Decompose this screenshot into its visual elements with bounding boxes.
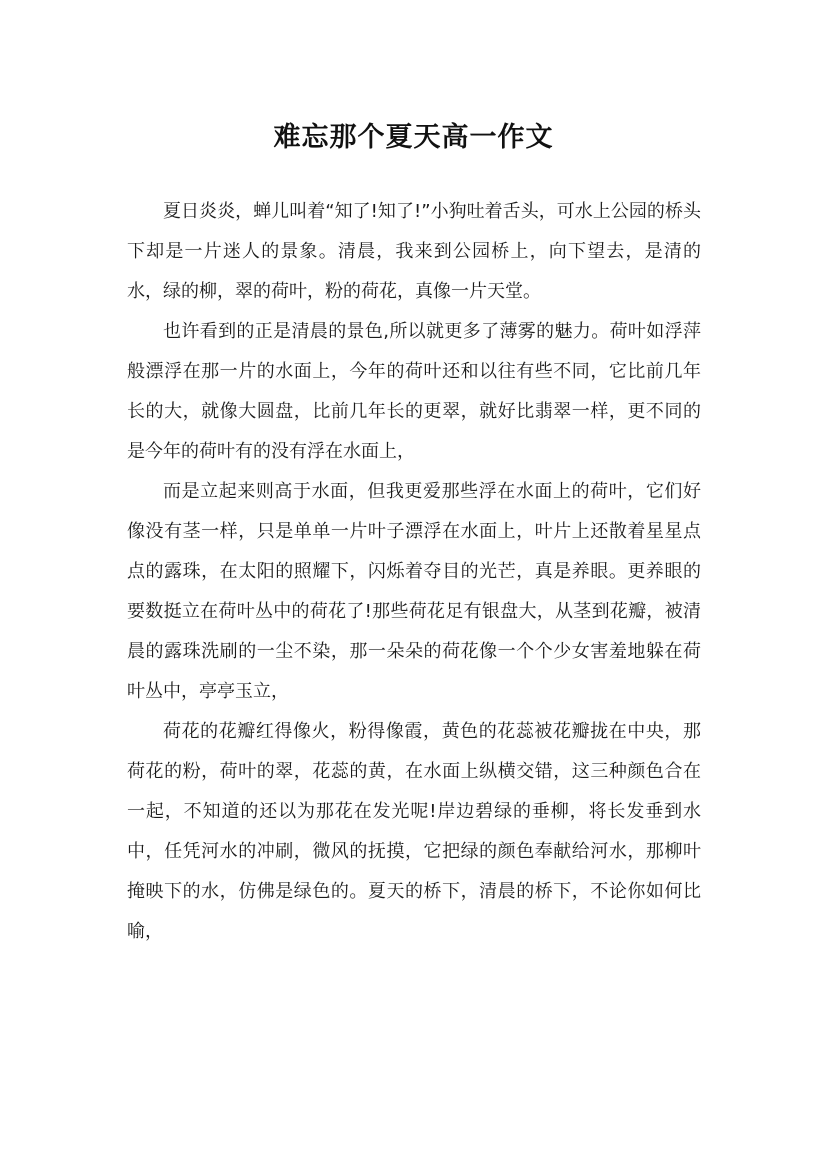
document-title: 难忘那个夏天高一作文 bbox=[273, 122, 554, 154]
paragraph-3: 而是立起来则高于水面，但我更爱那些浮在水面上的荷叶，它们好像没有茎一样，只是单单一片叶子漂浮在水面上，叶片上还散着星星点点的露珠，在太阳的照耀下，闪烁着夺目的光芒，真是养眼。更养眼的要数挺立在荷叶丛中的荷花了!那些荷花足有银盘大，从茎到花瓣，被清晨的露珠洗刷的一尘不染，那一朵朵的荷花像一个个少女害羞地躲在荷叶丛中，亭亭玉立， bbox=[127, 481, 701, 702]
paragraph-2: 也许看到的正是清晨的景色,所以就更多了薄雾的魅力。荷叶如浮萍般漂浮在那一片的水面上，今年的荷叶还和以往有些不同，它比前几年长的大，就像大圆盘，比前几年长的更翠，就好比翡翠一样，更不同的是今年的荷叶有的没有浮在水面上， bbox=[127, 321, 701, 462]
document-body bbox=[127, 192, 701, 952]
paragraph-1: 夏日炎炎，蝉儿叫着“知了!知了!”小狗吐着舌头，可水上公园的桥头下却是一片迷人的景象。清晨，我来到公园桥上，向下望去，是清的水，绿的柳，翠的荷叶，粉的荷花，真像一片天堂。 bbox=[127, 201, 701, 302]
paragraph-4: 荷花的花瓣红得像火，粉得像霞，黄色的花蕊被花瓣拢在中央，那荷花的粉，荷叶的翠，花蕊的黄，在水面上纵横交错，这三种颜色合在一起，不知道的还以为那花在发光呢!岸边碧绿的垂柳，将长发垂到水中，任凭河水的冲刷，微风的抚摸，它把绿的颜色奉献给河水，那柳叶掩映下的水，仿佛是绿色的。夏天的桥下，清晨的桥下，不论你如何比喻， bbox=[127, 721, 701, 942]
